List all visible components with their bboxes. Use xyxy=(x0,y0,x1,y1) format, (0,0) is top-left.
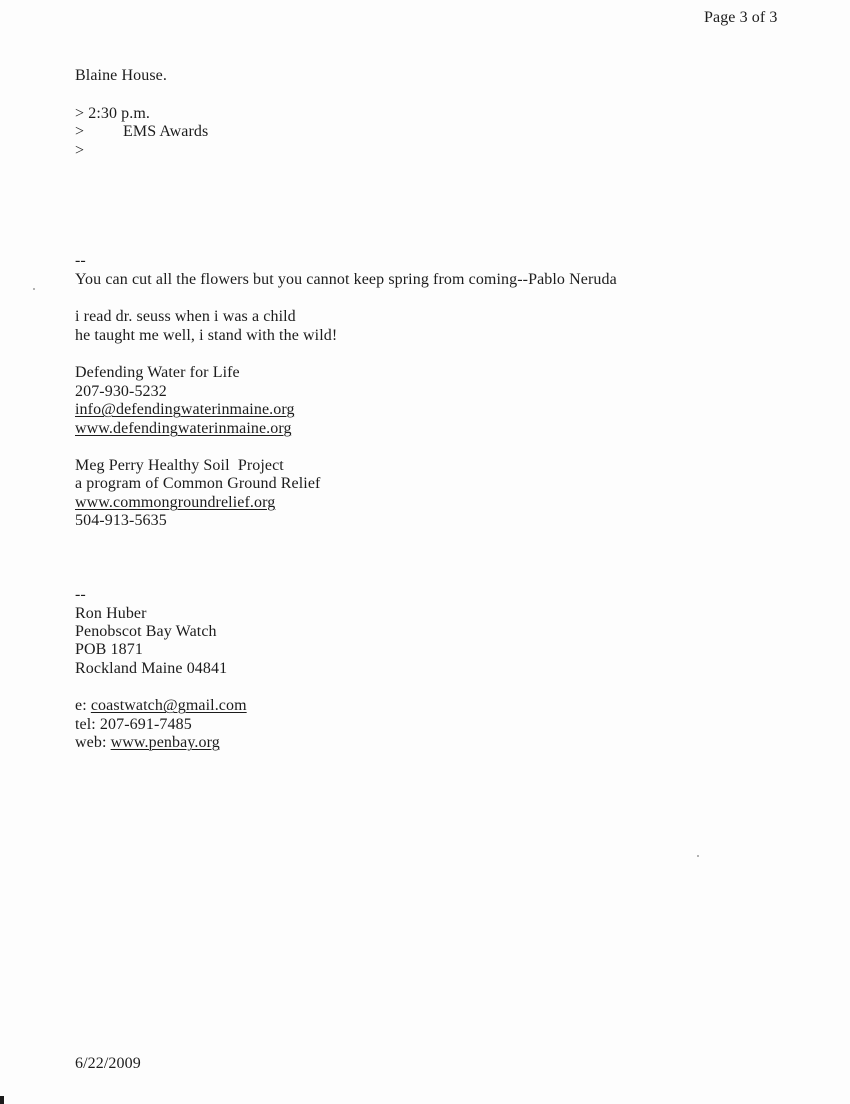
scan-speck xyxy=(697,855,699,857)
org1-web-link[interactable]: www.defendingwaterinmaine.org xyxy=(75,420,292,437)
page-number: Page 3 of 3 xyxy=(704,9,778,26)
quoted-line-event: EMS Awards xyxy=(123,123,209,140)
signature2-separator: -- xyxy=(75,586,86,603)
contact-pob: POB 1871 xyxy=(75,641,143,658)
scan-speck xyxy=(33,288,35,290)
org2-desc: a program of Common Ground Relief xyxy=(75,475,321,492)
quoted-line-time: > 2:30 p.m. xyxy=(75,105,151,122)
web-label: web: xyxy=(75,734,111,751)
contact-email-line xyxy=(75,697,247,715)
email-label: e: xyxy=(75,697,91,714)
contact-tel: tel: 207-691-7485 xyxy=(75,716,192,733)
contact-org: Penobscot Bay Watch xyxy=(75,623,217,640)
contact-city: Rockland Maine 04841 xyxy=(75,660,228,677)
poem-line-2: he taught me well, i stand with the wild! xyxy=(75,327,338,344)
contact-email-link[interactable]: coastwatch@gmail.com xyxy=(90,697,247,714)
scan-edge-mark xyxy=(0,1096,4,1104)
org2-web-link[interactable]: www.commongroundrelief.org xyxy=(75,494,276,511)
quoted-line-empty: > xyxy=(75,142,85,159)
org1-email-link[interactable]: info@defendingwaterinmaine.org xyxy=(75,401,295,418)
signature-separator: -- xyxy=(75,252,86,269)
signature-quote: You can cut all the flowers but you cannot keep spring from coming--Pablo Neruda xyxy=(75,271,617,288)
location-line: Blaine House. xyxy=(75,67,167,84)
org2-phone: 504-913-5635 xyxy=(75,512,167,529)
org2-name: Meg Perry Healthy Soil Project xyxy=(75,457,284,474)
contact-name: Ron Huber xyxy=(75,605,147,622)
org1-phone: 207-930-5232 xyxy=(75,383,167,400)
org1-name: Defending Water for Life xyxy=(75,364,240,381)
contact-web-link[interactable]: www.penbay.org xyxy=(110,734,220,751)
footer-date: 6/22/2009 xyxy=(75,1055,141,1072)
quoted-line-marker: > xyxy=(75,123,85,140)
contact-web-line xyxy=(75,734,220,752)
poem-line-1: i read dr. seuss when i was a child xyxy=(75,308,296,325)
